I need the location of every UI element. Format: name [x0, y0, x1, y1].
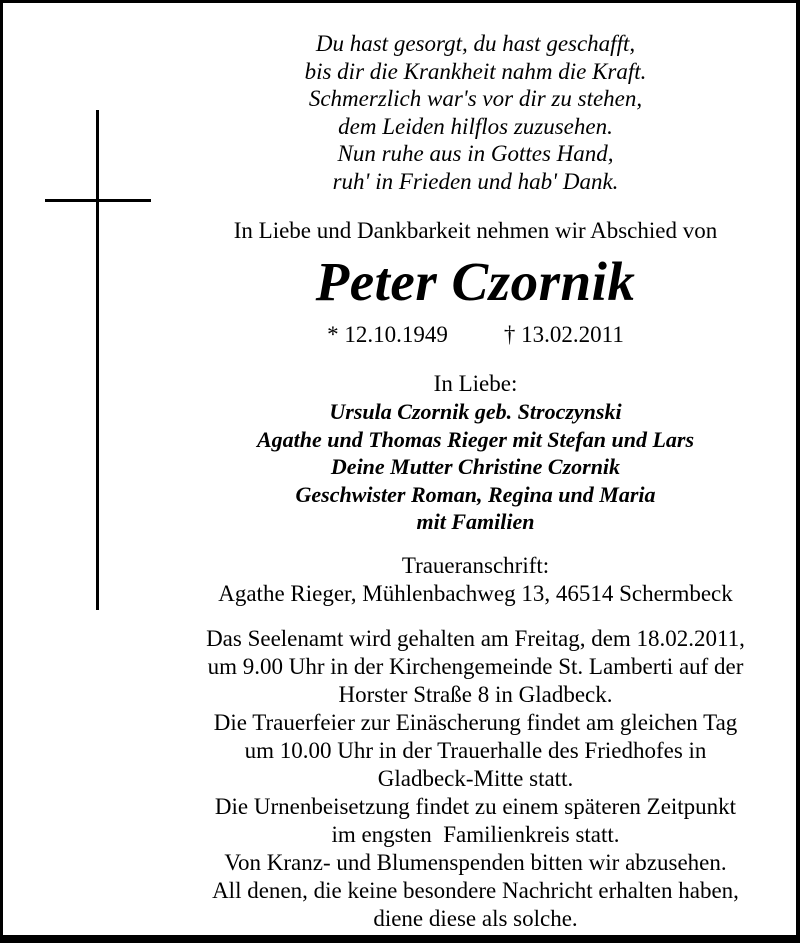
mourner: Ursula Czornik geb. Stroczynski — [329, 399, 622, 424]
poem-line: Du hast gesorgt, du hast geschafft, — [315, 31, 636, 56]
notes-line: im engsten Familienkreis statt. — [331, 822, 620, 847]
notes-line: Horster Straße 8 in Gladbeck. — [338, 682, 613, 707]
poem-line: ruh' in Frieden und hab' Dank. — [332, 168, 619, 194]
address-value: Agathe Rieger, Mühlenbachweg 13, 46514 Schermbeck — [218, 581, 733, 606]
intro-text: In Liebe und Dankbarkeit nehmen wir Abschied von — [233, 218, 718, 243]
notes-line: All denen, die keine besondere Nachricht erhalten haben, — [212, 878, 739, 903]
poem — [173, 30, 778, 195]
notes-line: Die Urnenbeisetzung findet zu einem späteren Zeitpunkt — [214, 794, 737, 819]
notes-line: Von Kranz- und Blumenspenden bitten wir abzusehen. — [224, 850, 727, 875]
notes-line: um 9.00 Uhr in der Kirchengemeinde St. Lamberti auf der — [207, 654, 744, 679]
notes-line: Die Trauerfeier zur Einäscherung findet am gleichen Tag — [213, 710, 738, 735]
notes-line: Das Seelenamt wird gehalten am Freitag, dem 18.02.2011, — [206, 626, 745, 651]
poem-line: bis dir die Krankheit nahm die Kraft. — [304, 58, 647, 84]
mourners-list — [173, 398, 778, 536]
mourner: Deine Mutter Christine Czornik — [330, 454, 621, 479]
condolence-address — [173, 552, 778, 608]
notes-line: Gladbeck-Mitte statt. — [377, 766, 574, 791]
cross-icon-bar — [45, 199, 151, 202]
notes-line: um 10.00 Uhr in der Trauerhalle des Friedhofes in — [244, 738, 707, 763]
death-date: † 13.02.2011 — [503, 322, 624, 347]
mourner: Geschwister Roman, Regina und Maria — [295, 481, 656, 507]
notes-line: diene diese als solche. — [373, 906, 578, 931]
address-label: Traueranschrift: — [401, 553, 550, 578]
mourner: mit Familien — [416, 509, 535, 534]
birth-date: * 12.10.1949 — [327, 322, 448, 347]
mourner: Agathe und Thomas Rieger mit Stefan und Lars — [256, 426, 695, 452]
poem-line: Schmerzlich war's vor dir zu stehen, — [308, 86, 643, 111]
poem-line: Nun ruhe aus in Gottes Hand, — [337, 141, 614, 166]
cross-icon — [96, 110, 99, 610]
funeral-notes — [173, 625, 778, 933]
in-love-label: In Liebe: — [433, 371, 518, 396]
poem-line: dem Leiden hilflos zuzusehen. — [338, 113, 613, 139]
deceased-name: Peter Czornik — [315, 251, 636, 312]
life-dates — [173, 321, 778, 349]
